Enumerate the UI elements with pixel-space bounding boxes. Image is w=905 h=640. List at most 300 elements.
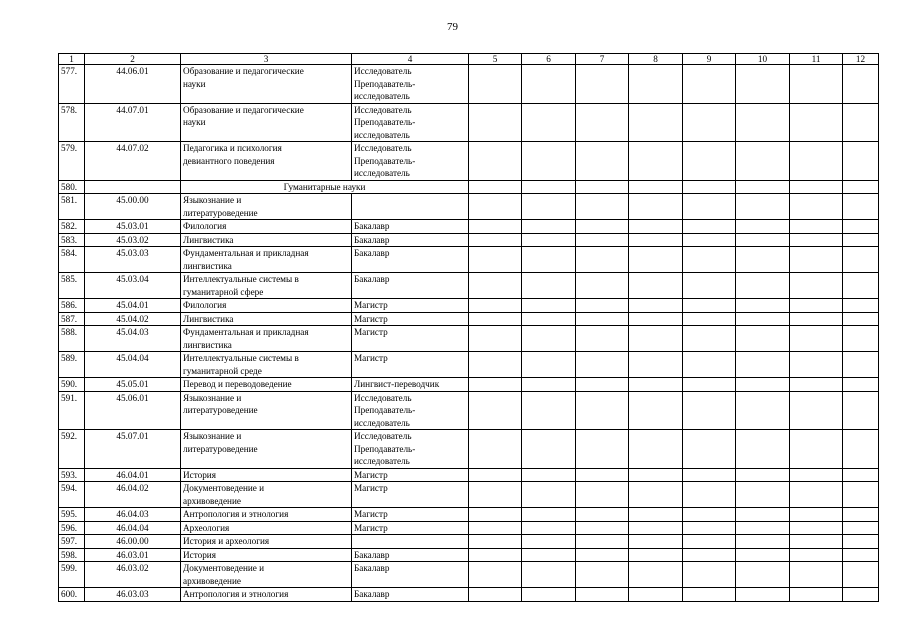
col-header: 4: [352, 54, 469, 65]
empty-cell: [843, 247, 879, 273]
empty-cell: [576, 299, 629, 313]
cell-line: Бакалавр: [354, 563, 390, 573]
row-number-cell: 578.: [59, 103, 85, 142]
empty-cell: [522, 521, 576, 535]
empty-cell: [576, 194, 629, 220]
qualification-cell: [352, 194, 469, 220]
qualification-cell: [352, 326, 469, 352]
empty-cell: [843, 508, 879, 522]
cell-line: Перевод и переводоведение: [183, 379, 292, 389]
empty-cell: [790, 247, 843, 273]
cell-line: Образование и педагогические: [183, 66, 304, 76]
code-cell: 45.03.04: [85, 273, 181, 299]
empty-cell: [576, 378, 629, 392]
cell-line: Антропология и этнология: [183, 589, 289, 599]
row-number-cell: 599.: [59, 562, 85, 588]
empty-cell: [843, 535, 879, 549]
empty-cell: [522, 142, 576, 181]
row-number-cell: 592.: [59, 430, 85, 469]
table-row: [59, 430, 879, 469]
cell-line: науки: [183, 78, 206, 89]
qualification-cell: [352, 482, 469, 508]
empty-cell: [683, 233, 736, 247]
col-header: 7: [576, 54, 629, 65]
empty-cell: [683, 535, 736, 549]
empty-cell: [683, 65, 736, 104]
qualification-cell: [352, 521, 469, 535]
qualification-cell: [352, 299, 469, 313]
empty-cell: [522, 103, 576, 142]
empty-cell: [522, 65, 576, 104]
cell-line: История: [183, 469, 216, 480]
empty-cell: [522, 194, 576, 220]
empty-cell: [629, 326, 683, 352]
empty-cell: [790, 180, 843, 194]
empty-cell: [843, 352, 879, 378]
empty-cell: [629, 233, 683, 247]
empty-cell: [790, 548, 843, 562]
empty-cell: [522, 273, 576, 299]
empty-cell: [843, 65, 879, 104]
empty-cell: [736, 299, 790, 313]
cell-line: Фундаментальная и прикладная: [183, 327, 309, 337]
empty-cell: [576, 180, 629, 194]
empty-cell: [576, 548, 629, 562]
empty-cell: [629, 103, 683, 142]
empty-cell: [629, 521, 683, 535]
empty-cell: [790, 194, 843, 220]
empty-cell: [522, 482, 576, 508]
code-cell: 44.07.02: [85, 142, 181, 181]
empty-cell: [736, 521, 790, 535]
empty-cell: [843, 142, 879, 181]
code-cell: 46.03.01: [85, 548, 181, 562]
cell-line: Филология: [183, 221, 227, 231]
cell-line: Антропология и этнология: [183, 509, 289, 519]
empty-cell: [790, 65, 843, 104]
empty-cell: [522, 233, 576, 247]
cell-line: Магистр: [354, 300, 388, 310]
empty-cell: [790, 103, 843, 142]
code-cell: 46.04.04: [85, 521, 181, 535]
empty-cell: [683, 378, 736, 392]
row-number-cell: 590.: [59, 378, 85, 392]
empty-cell: [522, 588, 576, 602]
empty-cell: [469, 521, 522, 535]
empty-cell: [629, 430, 683, 469]
empty-cell: [576, 521, 629, 535]
cell-line: Исследователь: [354, 104, 412, 115]
code-cell: 46.03.02: [85, 562, 181, 588]
empty-cell: [576, 508, 629, 522]
cell-line: литературоведение: [183, 443, 258, 454]
cell-line: Интеллектуальные системы в: [183, 353, 299, 363]
code-cell: 45.07.01: [85, 430, 181, 469]
table-row: [59, 220, 879, 234]
col-header: 5: [469, 54, 522, 65]
qualification-cell: [352, 103, 469, 142]
empty-cell: [790, 535, 843, 549]
cell-line: Магистр: [354, 509, 388, 519]
qualification-cell: [352, 430, 469, 469]
cell-line: Археология: [183, 522, 230, 533]
cell-line: Филология: [183, 300, 227, 310]
cell-line: Преподаватель-: [354, 78, 416, 89]
qualification-cell: [352, 378, 469, 392]
code-cell: 45.04.04: [85, 352, 181, 378]
cell-line: Бакалавр: [354, 248, 390, 258]
cell-line: исследователь: [354, 91, 410, 101]
empty-cell: [629, 391, 683, 430]
table-body: [59, 65, 879, 602]
empty-cell: [843, 588, 879, 602]
specialty-name-cell: [181, 103, 352, 142]
table-row: [59, 103, 879, 142]
qualification-cell: [352, 588, 469, 602]
qualification-cell: [352, 273, 469, 299]
empty-cell: [736, 352, 790, 378]
empty-cell: [790, 588, 843, 602]
empty-cell: [736, 548, 790, 562]
code-cell: 45.05.01: [85, 378, 181, 392]
empty-cell: [736, 247, 790, 273]
col-header: 8: [629, 54, 683, 65]
empty-cell: [576, 312, 629, 326]
empty-cell: [469, 142, 522, 181]
code-cell: 45.03.01: [85, 220, 181, 234]
specialty-name-cell: [181, 65, 352, 104]
empty-cell: [736, 588, 790, 602]
empty-cell: [790, 233, 843, 247]
empty-cell: [469, 508, 522, 522]
empty-cell: [629, 194, 683, 220]
empty-cell: [843, 326, 879, 352]
empty-cell: [843, 562, 879, 588]
cell-line: лингвистика: [183, 339, 232, 350]
empty-cell: [736, 326, 790, 352]
table-row: [59, 482, 879, 508]
row-number-cell: 593.: [59, 468, 85, 482]
code-cell: 45.04.01: [85, 299, 181, 313]
empty-cell: [629, 247, 683, 273]
qualification-cell: [352, 142, 469, 181]
specialty-name-cell: [181, 273, 352, 299]
empty-cell: [843, 430, 879, 469]
empty-cell: [843, 468, 879, 482]
cell-line: исследователь: [354, 417, 410, 428]
specialty-name-cell: [181, 194, 352, 220]
empty-cell: [522, 247, 576, 273]
empty-cell: [522, 430, 576, 469]
col-header: 2: [85, 54, 181, 65]
empty-cell: [576, 65, 629, 104]
empty-cell: [629, 468, 683, 482]
empty-cell: [576, 468, 629, 482]
empty-cell: [790, 562, 843, 588]
cell-line: Магистр: [354, 353, 388, 363]
cell-line: Бакалавр: [354, 234, 390, 245]
specialty-name-cell: [181, 352, 352, 378]
specialty-table: [58, 53, 879, 602]
empty-cell: [522, 326, 576, 352]
section-title-cell: Гуманитарные науки: [181, 180, 469, 194]
cell-line: литературоведение: [183, 207, 258, 218]
cell-line: Преподаватель-: [354, 155, 416, 166]
empty-cell: [469, 247, 522, 273]
empty-cell: [629, 588, 683, 602]
specialty-name-cell: [181, 588, 352, 602]
table-row: [59, 194, 879, 220]
empty-cell: [469, 562, 522, 588]
empty-cell: [843, 194, 879, 220]
table-row: [59, 142, 879, 181]
cell-line: Лингвистика: [183, 234, 234, 245]
qualification-cell: [352, 548, 469, 562]
row-number-cell: 591.: [59, 391, 85, 430]
empty-cell: [522, 378, 576, 392]
empty-cell: [522, 548, 576, 562]
specialty-name-cell: [181, 508, 352, 522]
empty-cell: [469, 326, 522, 352]
table-row: [59, 326, 879, 352]
empty-cell: [469, 233, 522, 247]
empty-cell: [469, 378, 522, 392]
empty-cell: [522, 562, 576, 588]
specialty-name-cell: [181, 247, 352, 273]
empty-cell: [522, 391, 576, 430]
empty-cell: [790, 482, 843, 508]
cell-line: Образование и педагогические: [183, 104, 304, 115]
specialty-name-cell: [181, 468, 352, 482]
empty-cell: [790, 391, 843, 430]
qualification-cell: [352, 535, 469, 549]
empty-cell: [522, 468, 576, 482]
cell-line: Магистр: [354, 522, 388, 533]
cell-line: архивоведение: [183, 575, 241, 586]
empty-cell: [469, 273, 522, 299]
empty-cell: [790, 430, 843, 469]
empty-cell: [629, 378, 683, 392]
code-cell: 44.06.01: [85, 65, 181, 104]
specialty-name-cell: [181, 326, 352, 352]
empty-cell: [736, 482, 790, 508]
row-number-cell: 579.: [59, 142, 85, 181]
empty-cell: [683, 562, 736, 588]
table-row: [59, 391, 879, 430]
empty-cell: [683, 247, 736, 273]
empty-cell: [522, 312, 576, 326]
empty-cell: [736, 468, 790, 482]
qualification-cell: [352, 352, 469, 378]
qualification-cell: [352, 233, 469, 247]
empty-cell: [790, 352, 843, 378]
qualification-cell: [352, 312, 469, 326]
empty-cell: [469, 194, 522, 220]
empty-cell: [736, 535, 790, 549]
cell-line: История и археология: [183, 536, 270, 546]
qualification-cell: [352, 220, 469, 234]
empty-cell: [576, 233, 629, 247]
empty-cell: [522, 220, 576, 234]
specialty-name-cell: [181, 535, 352, 549]
empty-cell: [576, 562, 629, 588]
cell-line: исследователь: [354, 168, 410, 178]
empty-cell: [522, 352, 576, 378]
empty-cell: [576, 391, 629, 430]
empty-cell: [843, 103, 879, 142]
empty-cell: [683, 194, 736, 220]
empty-cell: [576, 142, 629, 181]
cell-line: Языкознание и: [183, 392, 242, 403]
empty-cell: [790, 273, 843, 299]
cell-line: девиантного поведения: [183, 155, 275, 166]
specialty-name-cell: [181, 233, 352, 247]
cell-line: Бакалавр: [354, 221, 390, 231]
empty-cell: [629, 220, 683, 234]
row-number-cell: 595.: [59, 508, 85, 522]
empty-cell: [843, 180, 879, 194]
cell-line: Магистр: [354, 327, 388, 337]
cell-line: Языкознание и: [183, 195, 242, 205]
cell-line: Бакалавр: [354, 589, 390, 599]
row-number-cell: 594.: [59, 482, 85, 508]
row-number-cell: 587.: [59, 312, 85, 326]
empty-cell: [576, 482, 629, 508]
empty-cell: [736, 142, 790, 181]
table-row: [59, 352, 879, 378]
empty-cell: [683, 508, 736, 522]
empty-cell: [843, 312, 879, 326]
cell-line: исследователь: [354, 129, 410, 140]
code-cell: 45.00.00: [85, 194, 181, 220]
specialty-name-cell: [181, 312, 352, 326]
code-cell: 45.06.01: [85, 391, 181, 430]
row-number-cell: 597.: [59, 535, 85, 549]
empty-cell: [522, 535, 576, 549]
cell-line: литературоведение: [183, 405, 258, 415]
cell-line: науки: [183, 117, 206, 127]
empty-cell: [736, 194, 790, 220]
cell-line: Языкознание и: [183, 431, 242, 441]
empty-cell: [843, 378, 879, 392]
empty-cell: [843, 233, 879, 247]
col-header: 6: [522, 54, 576, 65]
empty-cell: [736, 508, 790, 522]
row-number-cell: 589.: [59, 352, 85, 378]
code-cell: 46.03.03: [85, 588, 181, 602]
empty-cell: [736, 220, 790, 234]
empty-cell: [843, 273, 879, 299]
col-header: 11: [790, 54, 843, 65]
empty-cell: [790, 220, 843, 234]
cell-line: Исследователь: [354, 143, 412, 153]
cell-line: Исследователь: [354, 392, 412, 403]
qualification-cell: [352, 508, 469, 522]
row-number-cell: 588.: [59, 326, 85, 352]
row-number-cell: 600.: [59, 588, 85, 602]
empty-cell: [576, 430, 629, 469]
table-row: [59, 312, 879, 326]
empty-cell: [629, 562, 683, 588]
empty-cell: [790, 378, 843, 392]
empty-cell: [790, 312, 843, 326]
specialty-name-cell: [181, 391, 352, 430]
empty-cell: [469, 312, 522, 326]
specialty-name-cell: [181, 220, 352, 234]
empty-cell: [736, 103, 790, 142]
empty-cell: [469, 468, 522, 482]
code-cell: 46.04.03: [85, 508, 181, 522]
empty-cell: [843, 220, 879, 234]
table-row: [59, 521, 879, 535]
code-cell: 46.04.01: [85, 468, 181, 482]
cell-line: Преподаватель-: [354, 117, 416, 127]
empty-cell: [629, 273, 683, 299]
empty-cell: [683, 103, 736, 142]
empty-cell: [736, 312, 790, 326]
empty-cell: [843, 521, 879, 535]
empty-cell: [469, 588, 522, 602]
specialty-name-cell: [181, 299, 352, 313]
code-cell: 46.00.00: [85, 535, 181, 549]
empty-cell: [522, 180, 576, 194]
cell-line: Исследователь: [354, 431, 412, 441]
row-number-cell: 583.: [59, 233, 85, 247]
empty-cell: [843, 299, 879, 313]
cell-line: Преподаватель-: [354, 405, 416, 415]
empty-cell: [576, 273, 629, 299]
cell-line: Исследователь: [354, 66, 412, 76]
table-row: [59, 468, 879, 482]
table-row: [59, 562, 879, 588]
empty-cell: [469, 548, 522, 562]
empty-cell: [469, 180, 522, 194]
column-number-row: [59, 54, 879, 65]
table-row: [59, 273, 879, 299]
cell-line: Лингвист-переводчик: [354, 379, 440, 389]
specialty-name-cell: [181, 562, 352, 588]
row-number-cell: 598.: [59, 548, 85, 562]
code-cell: [85, 180, 181, 194]
empty-cell: [469, 220, 522, 234]
empty-cell: [469, 391, 522, 430]
cell-line: гуманитарной среде: [183, 365, 262, 376]
empty-cell: [683, 312, 736, 326]
table-row: [59, 378, 879, 392]
empty-cell: [736, 378, 790, 392]
empty-cell: [843, 482, 879, 508]
empty-cell: [843, 391, 879, 430]
cell-line: Документоведение и: [183, 563, 265, 573]
empty-cell: [683, 521, 736, 535]
row-number-cell: 584.: [59, 247, 85, 273]
table-row: [59, 535, 879, 549]
empty-cell: [629, 312, 683, 326]
specialty-name-cell: [181, 548, 352, 562]
empty-cell: [576, 247, 629, 273]
empty-cell: [629, 508, 683, 522]
empty-cell: [629, 535, 683, 549]
empty-cell: [790, 326, 843, 352]
code-cell: 46.04.02: [85, 482, 181, 508]
empty-cell: [576, 103, 629, 142]
empty-cell: [683, 326, 736, 352]
qualification-cell: [352, 247, 469, 273]
qualification-cell: [352, 391, 469, 430]
empty-cell: [469, 65, 522, 104]
cell-line: исследователь: [354, 456, 410, 466]
empty-cell: [522, 299, 576, 313]
